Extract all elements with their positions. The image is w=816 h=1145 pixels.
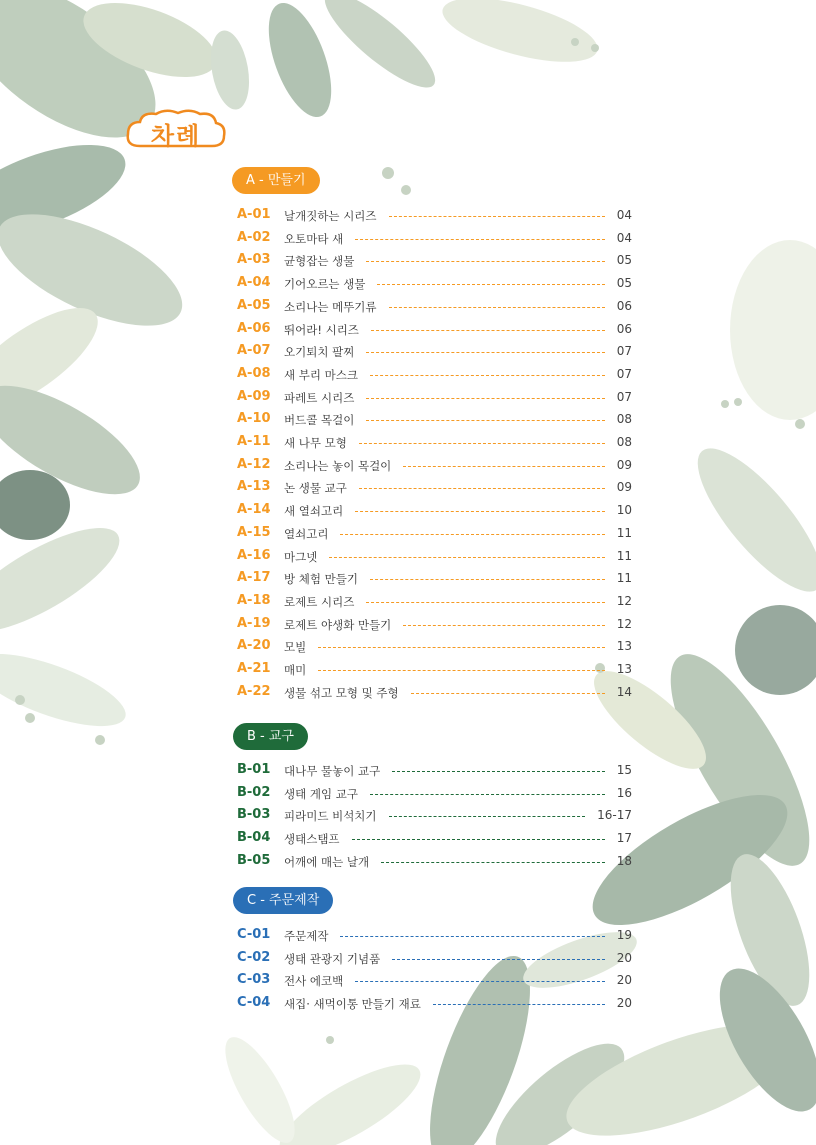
toc-leader-line bbox=[366, 352, 605, 353]
toc-leader-line bbox=[352, 839, 605, 840]
toc-entry[interactable] bbox=[237, 972, 632, 992]
toc-entry-code: C-04 bbox=[237, 995, 271, 1010]
toc-entry-title: 새 나무 모형 bbox=[284, 436, 347, 450]
toc-leader-line bbox=[366, 398, 605, 399]
toc-entry[interactable] bbox=[237, 638, 632, 658]
toc-entry-page: 16 bbox=[616, 786, 632, 800]
toc-entry-code: A-03 bbox=[237, 252, 271, 267]
toc-entry-code: B-02 bbox=[237, 785, 271, 800]
toc-entry-page: 18 bbox=[616, 854, 632, 868]
toc-entry-code: A-19 bbox=[237, 616, 271, 631]
toc-entry-code: A-06 bbox=[237, 321, 271, 336]
toc-leader-line bbox=[340, 936, 605, 937]
toc-entry-code: A-13 bbox=[237, 479, 271, 494]
toc-entry[interactable] bbox=[237, 230, 632, 250]
toc-entry-code: A-04 bbox=[237, 275, 271, 290]
toc-entry[interactable] bbox=[237, 298, 632, 318]
toc-entry[interactable] bbox=[237, 830, 632, 850]
toc-leader-line bbox=[403, 625, 605, 626]
toc-leader-line bbox=[355, 981, 605, 982]
toc-leader-line bbox=[359, 488, 605, 489]
toc-entry-code: A-09 bbox=[237, 389, 271, 404]
section-a-label: A - 만들기 bbox=[232, 167, 320, 194]
toc-leader-line bbox=[370, 794, 605, 795]
toc-leader-line bbox=[392, 959, 605, 960]
toc-entry-code: A-15 bbox=[237, 525, 271, 540]
toc-entry[interactable] bbox=[237, 684, 632, 704]
toc-leader-line bbox=[377, 284, 605, 285]
toc-leader-line bbox=[340, 534, 605, 535]
toc-entry-page: 19 bbox=[616, 928, 632, 942]
toc-entry-page: 12 bbox=[616, 617, 632, 631]
toc-leader-line bbox=[433, 1004, 605, 1005]
toc-entry-title: 생태 관광지 기념품 bbox=[284, 952, 381, 966]
section-b-label: B - 교구 bbox=[233, 723, 308, 750]
toc-entry[interactable] bbox=[237, 502, 632, 522]
toc-entry[interactable] bbox=[237, 434, 632, 454]
toc-entry[interactable] bbox=[237, 343, 632, 363]
toc-leader-line bbox=[366, 602, 605, 603]
toc-entry[interactable] bbox=[237, 785, 632, 805]
toc-entry-title: 로제트 시리즈 bbox=[284, 595, 355, 609]
toc-entry-title: 소리나는 놓이 목걸이 bbox=[284, 459, 392, 473]
toc-entry-code: C-03 bbox=[237, 972, 271, 987]
toc-leader-line bbox=[355, 511, 605, 512]
toc-leader-line bbox=[371, 330, 605, 331]
toc-entry-page: 10 bbox=[616, 503, 632, 517]
toc-entry-page: 06 bbox=[616, 299, 632, 313]
toc-entry-code: B-04 bbox=[237, 830, 271, 845]
toc-entry-page: 14 bbox=[616, 685, 632, 699]
toc-entry-code: A-17 bbox=[237, 570, 271, 585]
toc-entry-code: C-02 bbox=[237, 950, 271, 965]
toc-leader-line bbox=[318, 670, 605, 671]
toc-leader-line bbox=[366, 261, 605, 262]
toc-entry-code: B-01 bbox=[237, 762, 271, 777]
toc-entry-code: A-14 bbox=[237, 502, 271, 517]
section-c-label: C - 주문제작 bbox=[233, 887, 333, 914]
toc-entry[interactable] bbox=[237, 762, 632, 782]
toc-leader-line bbox=[389, 816, 585, 817]
toc-entry-title: 소리나는 메뚜기류 bbox=[284, 300, 377, 314]
toc-entry-title: 버드콜 목걸이 bbox=[284, 413, 355, 427]
toc-entry-code: A-11 bbox=[237, 434, 271, 449]
toc-entry-title: 생태 게임 교구 bbox=[284, 787, 358, 801]
toc-entry-code: A-12 bbox=[237, 457, 271, 472]
toc-entry-code: B-03 bbox=[237, 807, 271, 822]
toc-entry-page: 11 bbox=[616, 549, 632, 563]
toc-entry-page: 07 bbox=[616, 344, 632, 358]
toc-entry-page: 07 bbox=[616, 390, 632, 404]
toc-entry-page: 09 bbox=[616, 458, 632, 472]
toc-entry-page: 12 bbox=[616, 594, 632, 608]
toc-entry-title: 생물 섞고 모형 및 주형 bbox=[284, 686, 399, 700]
toc-entry[interactable] bbox=[237, 275, 632, 295]
toc-leader-line bbox=[355, 239, 605, 240]
toc-entry-title: 모빌 bbox=[284, 640, 307, 654]
toc-entry-title: 생태스탬프 bbox=[284, 832, 340, 846]
toc-entry-page: 11 bbox=[616, 526, 632, 540]
toc-entry-title: 열쇠고리 bbox=[284, 527, 329, 541]
toc-entry-title: 파레트 시리즈 bbox=[284, 391, 355, 405]
toc-entry-code: A-05 bbox=[237, 298, 271, 313]
toc-entry-title: 기어오르는 생물 bbox=[284, 277, 366, 291]
toc-entry-title: 방 체험 만들기 bbox=[284, 572, 358, 586]
toc-entry[interactable] bbox=[237, 927, 632, 947]
toc-entry-title: 새집· 새먹이통 만들기 재료 bbox=[284, 997, 421, 1011]
toc-entry[interactable] bbox=[237, 548, 632, 568]
toc-leader-line bbox=[318, 647, 605, 648]
toc-leader-line bbox=[392, 771, 605, 772]
toc-entry-page: 06 bbox=[616, 322, 632, 336]
toc-entry[interactable] bbox=[237, 525, 632, 545]
toc-entry[interactable] bbox=[237, 593, 632, 613]
toc-entry-title: 매미 bbox=[284, 663, 307, 677]
toc-leader-line bbox=[381, 862, 605, 863]
toc-leader-line bbox=[370, 375, 605, 376]
toc-entry-page: 20 bbox=[616, 973, 632, 987]
toc-entry-code: A-20 bbox=[237, 638, 271, 653]
toc-entry[interactable] bbox=[237, 995, 632, 1015]
toc-entry-page: 07 bbox=[616, 367, 632, 381]
toc-entry[interactable] bbox=[237, 807, 632, 827]
page-title-badge bbox=[124, 108, 228, 154]
toc-entry-code: A-18 bbox=[237, 593, 271, 608]
toc-leader-line bbox=[366, 420, 605, 421]
toc-leader-line bbox=[403, 466, 605, 467]
toc-entry-code: A-01 bbox=[237, 207, 271, 222]
toc-entry-code: A-08 bbox=[237, 366, 271, 381]
toc-entry-title: 마그넷 bbox=[284, 550, 318, 564]
toc-leader-line bbox=[389, 216, 605, 217]
toc-entry-page: 04 bbox=[616, 208, 632, 222]
toc-entry[interactable] bbox=[237, 411, 632, 431]
toc-entry[interactable] bbox=[237, 252, 632, 272]
toc-entry-page: 13 bbox=[616, 639, 632, 653]
toc-entry-code: A-07 bbox=[237, 343, 271, 358]
toc-entry[interactable] bbox=[237, 853, 632, 873]
toc-entry-title: 새 열쇠고리 bbox=[284, 504, 344, 518]
toc-entry[interactable] bbox=[237, 389, 632, 409]
toc-entry-title: 뛰어라! 시리즈 bbox=[284, 323, 359, 337]
toc-entry-code: A-21 bbox=[237, 661, 271, 676]
toc-leader-line bbox=[370, 579, 605, 580]
toc-entry-page: 04 bbox=[616, 231, 632, 245]
toc-entry-page: 13 bbox=[616, 662, 632, 676]
toc-entry-code: A-02 bbox=[237, 230, 271, 245]
toc-entry-page: 20 bbox=[616, 996, 632, 1010]
toc-entry[interactable] bbox=[237, 366, 632, 386]
toc-entry-title: 새 부리 마스크 bbox=[284, 368, 358, 382]
toc-entry-code: C-01 bbox=[237, 927, 271, 942]
toc-entry-title: 주문제작 bbox=[284, 929, 329, 943]
toc-entry-page: 05 bbox=[616, 253, 632, 267]
toc-entry[interactable] bbox=[237, 570, 632, 590]
toc-entry-title: 오토마타 새 bbox=[284, 232, 344, 246]
toc-entry-code: A-16 bbox=[237, 548, 271, 563]
toc-entry-title: 오기퇴치 팔찌 bbox=[284, 345, 355, 359]
toc-entry[interactable] bbox=[237, 616, 632, 636]
toc-entry-page: 08 bbox=[616, 412, 632, 426]
toc-entry-page: 11 bbox=[616, 571, 632, 585]
toc-entry-title: 논 생물 교구 bbox=[284, 481, 347, 495]
toc-entry-title: 날개짓하는 시리즈 bbox=[284, 209, 377, 223]
toc-entry[interactable] bbox=[237, 479, 632, 499]
toc-entry-title: 피라미드 비석치기 bbox=[284, 809, 377, 823]
toc-entry-code: B-05 bbox=[237, 853, 271, 868]
toc-entry-page: 08 bbox=[616, 435, 632, 449]
toc-entry-title: 균형잡는 생물 bbox=[284, 254, 355, 268]
toc-entry-code: A-10 bbox=[237, 411, 271, 426]
toc-entry-title: 로제트 야생화 만들기 bbox=[284, 618, 392, 632]
toc-entry-title: 전사 에코백 bbox=[284, 974, 344, 988]
toc-entry-page: 20 bbox=[616, 951, 632, 965]
toc-entry-title: 어깨에 매는 날개 bbox=[284, 855, 370, 869]
toc-entry-page: 05 bbox=[616, 276, 632, 290]
toc-entry[interactable] bbox=[237, 950, 632, 970]
toc-entry-code: A-22 bbox=[237, 684, 271, 699]
toc-entry[interactable] bbox=[237, 207, 632, 227]
toc-leader-line bbox=[411, 693, 605, 694]
toc-leader-line bbox=[389, 307, 605, 308]
toc-entry[interactable] bbox=[237, 457, 632, 477]
toc-entry[interactable] bbox=[237, 321, 632, 341]
toc-leader-line bbox=[329, 557, 605, 558]
toc-entry-page: 09 bbox=[616, 480, 632, 494]
toc-entry-page: 17 bbox=[616, 831, 632, 845]
toc-entry-title: 대나무 물놓이 교구 bbox=[284, 764, 381, 778]
toc-entry-page: 15 bbox=[616, 763, 632, 777]
toc-entry-page: 16-17 bbox=[597, 808, 632, 822]
toc-leader-line bbox=[359, 443, 605, 444]
page-title: 차례 bbox=[150, 122, 202, 150]
toc-entry[interactable] bbox=[237, 661, 632, 681]
